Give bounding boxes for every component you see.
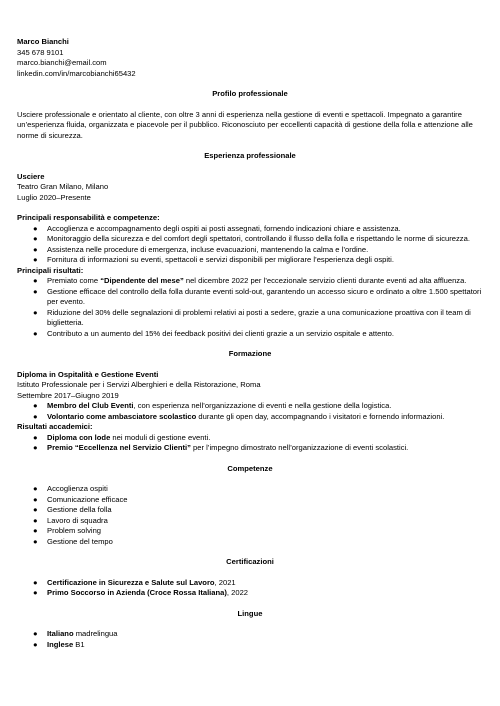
bullet-icon: ● — [33, 505, 38, 514]
bullet-icon: ● — [33, 255, 38, 264]
bullet-icon: ● — [33, 515, 38, 525]
list-item: ● Membro del Club Eventi, con esperienza nell’organizzazione di eventi e nella gestione della logistica. — [33, 401, 392, 410]
section-title-certifications: Certificazioni — [226, 557, 274, 566]
results-heading: Principali risultati: — [17, 265, 84, 275]
section-title-experience: Esperienza professionale — [204, 151, 296, 160]
education-dates: Settembre 2017–Giugno 2019 — [17, 390, 119, 400]
bullet-icon: ● — [33, 234, 38, 243]
list-item: ● Lavoro di squadra — [33, 515, 108, 525]
list-item: ● Premiato come “Dipendente del mese” nel dicembre 2022 per l’eccezionale servizio clienti durante eventi ad alta affluenza. — [33, 276, 467, 285]
list-item: ● Volontario come ambasciatore scolastico durante gli open day, accompagnando i visitatori e fornendo informazioni. — [33, 411, 445, 421]
bullet-icon: ● — [33, 244, 38, 254]
list-item: ● Certificazione in Sicurezza e Salute sul Lavoro, 2021 — [33, 577, 236, 587]
list-item: ● Inglese B1 — [33, 639, 85, 649]
list-item: ● Riduzione del 30% delle segnalazioni di problemi relativi ai posti a sedere, grazie a una comunicazione proattiva con il team di biglietteria. — [33, 307, 471, 327]
list-item: ● Comunicazione efficace — [33, 494, 128, 504]
languages-list — [17, 629, 483, 650]
section-title-languages: Lingue — [237, 608, 263, 618]
candidate-name: Marco Bianchi — [17, 37, 69, 46]
results-list — [17, 276, 483, 339]
bullet-icon: ● — [33, 411, 38, 421]
academic-results-heading: Risultati accademici: — [17, 422, 93, 431]
bullet-icon: ● — [33, 443, 38, 452]
list-item: ● Accoglienza e accompagnamento degli ospiti ai posti assegnati, fornendo indicazioni chiare e assistenza. — [33, 223, 401, 233]
activities-list — [17, 401, 483, 422]
list-item: ● Diploma con lode nei moduli di gestione eventi. — [33, 432, 211, 442]
bullet-icon: ● — [33, 484, 38, 493]
section-title-skills: Competenze — [227, 463, 273, 473]
responsibilities-heading: Principali responsabilità e competenze: — [17, 213, 160, 222]
list-item: ● Gestione efficace del controllo della folla durante eventi sold-out, garantendo un accesso sicuro e ordinato a oltre 1.500 spettatori per evento. — [33, 286, 482, 306]
profile-summary: Usciere professionale e orientato al cliente, con oltre 3 anni di esperienza nella gestione di eventi e spettacoli. Impegnato a garantire un’esperienza fluida, organizzata e piacevole per il pubblico. Riconosciuto per eccellenti capacità di gestione della folla e attenzione alle norme di sicurezza. — [17, 109, 473, 140]
phone-number: 345 678 9101 — [17, 47, 64, 57]
section-title-profile: Profilo professionale — [212, 89, 288, 98]
job-dates: Luglio 2020–Presente — [17, 192, 91, 202]
skills-list — [17, 484, 483, 547]
bullet-icon: ● — [33, 629, 38, 638]
list-item: ● Problem solving — [33, 526, 102, 535]
resume-page — [17, 37, 483, 650]
list-item: ● Premio “Eccellenza nel Servizio Clienti” per l’impegno dimostrato nell’organizzazione di eventi scolastici. — [33, 443, 409, 452]
bullet-icon: ● — [33, 536, 38, 546]
bullet-icon: ● — [33, 577, 38, 587]
list-item: ● Assistenza nelle procedure di emergenza, incluse evacuazioni, mantenendo la calma e l’ordine. — [33, 244, 369, 254]
list-item: ● Accoglienza ospiti — [33, 484, 108, 493]
bullet-icon: ● — [33, 639, 38, 649]
bullet-icon: ● — [33, 401, 38, 410]
list-item: ● Contributo a un aumento del 15% dei feedback positivi dei clienti grazie a un servizio ospitale e attento. — [33, 328, 394, 338]
contact-header — [17, 37, 483, 79]
responsibilities-list — [17, 224, 483, 266]
list-item: ● Primo Soccorso in Azienda (Croce Rossa Italiana), 2022 — [33, 588, 249, 597]
linkedin-url: linkedin.com/in/marcobianchi65432 — [17, 68, 136, 78]
certifications-list — [17, 578, 483, 599]
bullet-icon: ● — [33, 494, 38, 504]
academic-results-list — [17, 433, 483, 454]
bullet-icon: ● — [33, 588, 38, 597]
job-role: Usciere — [17, 171, 45, 181]
section-title-education: Formazione — [228, 349, 272, 358]
bullet-icon: ● — [33, 307, 38, 317]
bullet-icon: ● — [33, 286, 38, 296]
bullet-icon: ● — [33, 526, 38, 535]
job-company: Teatro Gran Milano, Milano — [17, 182, 109, 191]
degree-title: Diploma in Ospitalità e Gestione Eventi — [17, 369, 159, 379]
school-name: Istituto Professionale per i Servizi Alberghieri e della Ristorazione, Roma — [17, 380, 261, 389]
list-item: ● Italiano madrelingua — [33, 629, 118, 638]
list-item: ● Monitoraggio della sicurezza e del comfort degli spettatori, controllando il flusso della folla e rispettando le norme di sicurezza. — [33, 234, 470, 243]
bullet-icon: ● — [33, 328, 38, 338]
email-address: marco.bianchi@email.com — [17, 58, 107, 67]
bullet-icon: ● — [33, 276, 38, 285]
list-item: ● Fornitura di informazioni su eventi, spettacoli e servizi disponibili per migliorare l’esperienza degli ospiti. — [33, 255, 394, 264]
bullet-icon: ● — [33, 432, 38, 442]
bullet-icon: ● — [33, 223, 38, 233]
list-item: ● Gestione del tempo — [33, 536, 113, 546]
list-item: ● Gestione della folla — [33, 505, 112, 514]
